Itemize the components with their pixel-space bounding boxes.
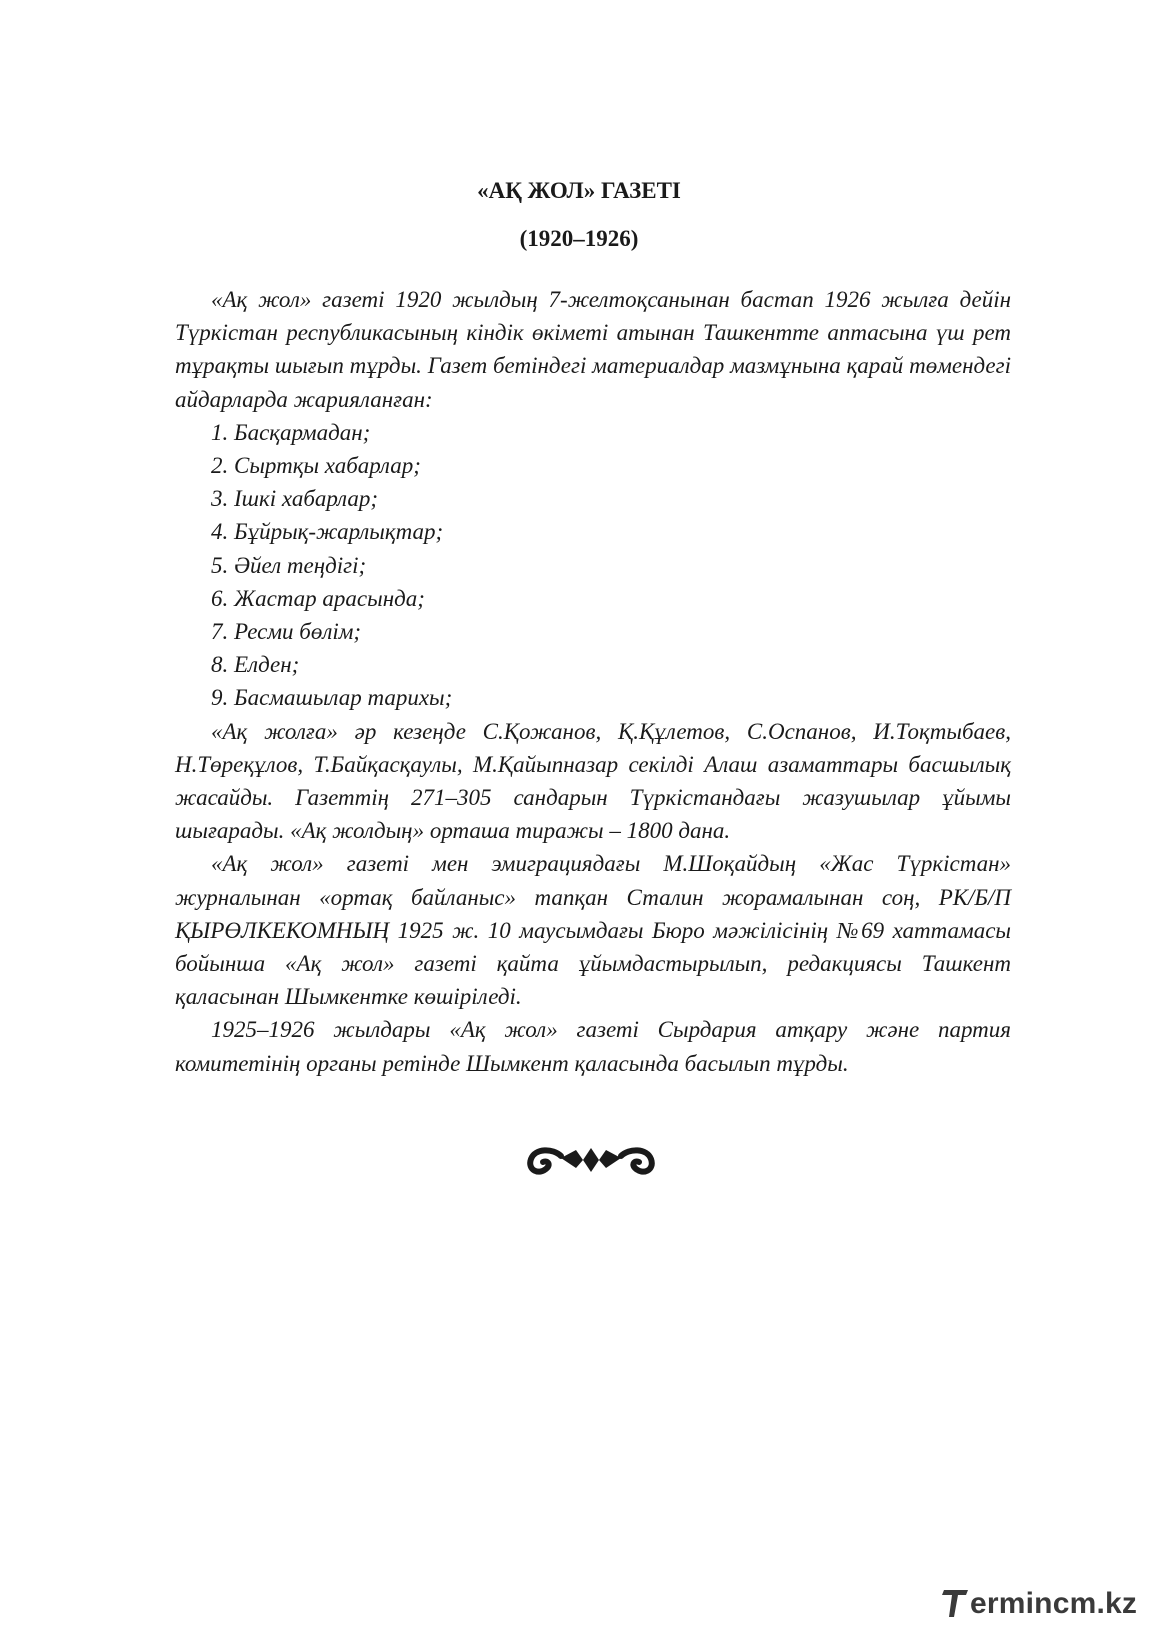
list-item: 9. Басмашылар тарихы;: [211, 685, 453, 711]
sections-list: [175, 416, 1011, 715]
list-item: 4. Бұйрық-жарлықтар;: [211, 519, 444, 545]
page-title: «АҚ ЖОЛ» ГАЗЕТІ: [477, 178, 681, 203]
list-item: 8. Елден;: [211, 652, 300, 678]
scroll-ornament-icon: [521, 1134, 661, 1184]
editors-paragraph: «Ақ жолға» әр кезеңде С.Қожанов, Қ.Құлетов, С.Оспанов, И.Тоқтыбаев, Н.Төреқұлов, Т.Байқасқаулы, М.Қайыпназар секілді Алаш азаматтары басшылық жасайды. Газеттің 271–305 сандарын Түркістандағы жазушылар ұйымы шығарады. «Ақ жолдың» орташа тиражы – 1800 дана.: [175, 718, 1011, 844]
site-watermark: [940, 1585, 1140, 1625]
reorganization-paragraph: «Ақ жол» газеті мен эмиграциядағы М.Шоқайдың «Жас Түркістан» журналынан «ортақ байланыс» тапқан Сталин жорамалынан соң, РК/Б/П ҚЫРӨЛКЕКОМНЫҢ 1925 ж. 10 маусымдағы Бюро мәжілісінің №69 хаттамасы бойынша «Ақ жол» газеті қайта ұйымдастырылып, редакциясы Ташкент қаласынан Шымкентке көшіріледі.: [175, 851, 1011, 1010]
list-item: 2. Сыртқы хабарлар;: [211, 453, 421, 479]
t-logo-icon: [942, 1587, 970, 1619]
page-subtitle-years: (1920–1926): [519, 226, 639, 251]
article-body: [175, 283, 1011, 1080]
watermark-text: ermincm.kz: [970, 1587, 1138, 1620]
list-item: 7. Ресми бөлім;: [211, 619, 362, 645]
list-item: 5. Әйел теңдігі;: [211, 552, 367, 578]
list-item: 1. Басқармадан;: [211, 419, 371, 445]
list-item: 6. Жастар арасында;: [211, 585, 425, 611]
list-item: 3. Ішкі хабарлар;: [211, 486, 378, 512]
intro-paragraph: «Ақ жол» газеті 1920 жылдың 7-желтоқсанынан бастап 1926 жылға дейін Түркістан республикасының кіндік өкіметі атынан Ташкентте аптасына үш рет тұрақты шығып тұрды. Газет бетіндегі материалдар мазмұнына қарай төмендегі айдарларда жарияланған:: [175, 287, 1011, 412]
final-paragraph: 1925–1926 жылдары «Ақ жол» газеті Сырдария атқару және партия комитетінің органы ретінде Шымкент қаласында басылып тұрды.: [175, 1017, 1011, 1076]
